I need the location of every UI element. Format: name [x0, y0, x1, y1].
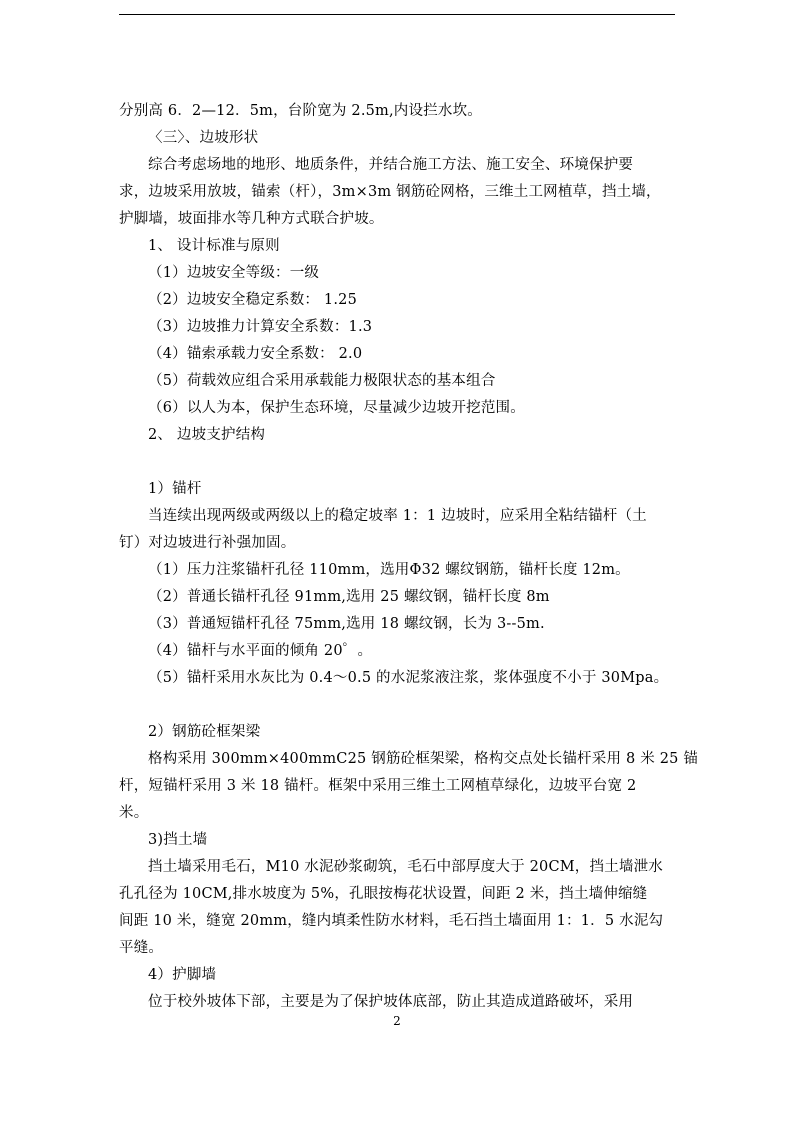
list-item-grout-ratio: （5）锚杆采用水灰比为 0.4～0.5 的水泥浆液注浆，浆体强度不小于 30Mpa。 — [148, 670, 669, 686]
header-rule — [119, 14, 675, 15]
subheading-design-standards: 1、 设计标准与原则 — [148, 238, 280, 254]
body-line-overview-3: 护脚墙，坡面排水等几种方式联合护坡。 — [119, 211, 384, 227]
list-item-angle: （4）锚杆与水平面的倾角 20゜。 — [148, 643, 373, 659]
section-heading-slope-shape: 〈三〉、边坡形状 — [148, 130, 259, 146]
subheading-retaining-wall: 3)挡土墙 — [148, 832, 208, 848]
list-item-long-anchor: （2）普通长锚杆孔径 91mm,选用 25 螺纹钢，锚杆长度 8m — [148, 589, 550, 605]
page-number: 2 — [393, 1014, 401, 1028]
body-line-frame-1: 格构采用 300mm×400mmC25 钢筋砼框架梁，格构交点处长锚杆采用 8 米 25 锚 — [148, 751, 699, 767]
body-line-overview-1: 综合考虑场地的地形、地质条件，并结合施工方法、施工安全、环境保护要 — [148, 157, 634, 173]
subheading-support-structure: 2、 边坡支护结构 — [148, 427, 266, 443]
body-line-anchor-2: 钉）对边坡进行补强加固。 — [119, 535, 296, 551]
subheading-toe-wall: 4）护脚墙 — [148, 967, 217, 983]
subheading-anchor-rod: 1）锚杆 — [148, 481, 202, 497]
list-item-thrust-factor: （3）边坡推力计算安全系数：1.3 — [148, 319, 373, 335]
body-line-anchor-1: 当连续出现两级或两级以上的稳定坡率 1：1 边坡时，应采用全粘结锚杆（土 — [148, 508, 647, 524]
list-item-anchor-factor: （4）锚索承载力安全系数： 2.0 — [148, 346, 363, 362]
list-item-pressure-grout: （1）压力注浆锚杆孔径 110mm，选用Φ32 螺纹钢筋，锚杆长度 12m。 — [148, 562, 630, 578]
body-line-wall-1: 挡土墙采用毛石，M10 水泥砂浆砌筑，毛石中部厚度大于 20CM，挡土墙泄水 — [148, 859, 664, 875]
body-line-toe-wall-1: 位于校外坡体下部，主要是为了保护坡体底部，防止其造成道路破坏，采用 — [148, 994, 634, 1010]
body-line-tier-height: 分别高 6．2—12．5m，台阶宽为 2.5m,内设拦水坎。 — [119, 103, 483, 119]
list-item-short-anchor: （3）普通短锚杆孔径 75mm,选用 18 螺纹钢，长为 3--5m. — [148, 616, 545, 632]
list-item-safety-grade: （1）边坡安全等级：一级 — [148, 265, 320, 281]
body-line-wall-3: 间距 10 米，缝宽 20mm，缝内填柔性防水材料，毛石挡土墙面用 1：1．5 水泥勾 — [119, 913, 664, 929]
body-line-wall-4: 平缝。 — [119, 940, 164, 956]
list-item-load-combination: （5）荷载效应组合采用承载能力极限状态的基本组合 — [148, 373, 496, 389]
list-item-stability-factor: （2）边坡安全稳定系数： 1.25 — [148, 292, 358, 308]
subheading-frame-beam: 2）钢筋砼框架梁 — [148, 724, 261, 740]
body-line-overview-2: 求，边坡采用放坡，锚索（杆），3m×3m 钢筋砼网格，三维土工网植草，挡土墙， — [119, 184, 661, 200]
body-line-wall-2: 孔孔径为 10CM,排水坡度为 5%，孔眼按梅花状设置，间距 2 米，挡土墙伸缩缝 — [119, 886, 648, 902]
body-line-frame-2: 杆，短锚杆采用 3 米 18 锚杆。框架中采用三维土工网植草绿化，边坡平台宽 2 — [119, 778, 637, 794]
body-line-frame-3: 米。 — [119, 805, 149, 821]
list-item-ecology: （6）以人为本，保护生态环境，尽量减少边坡开挖范围。 — [148, 400, 525, 416]
